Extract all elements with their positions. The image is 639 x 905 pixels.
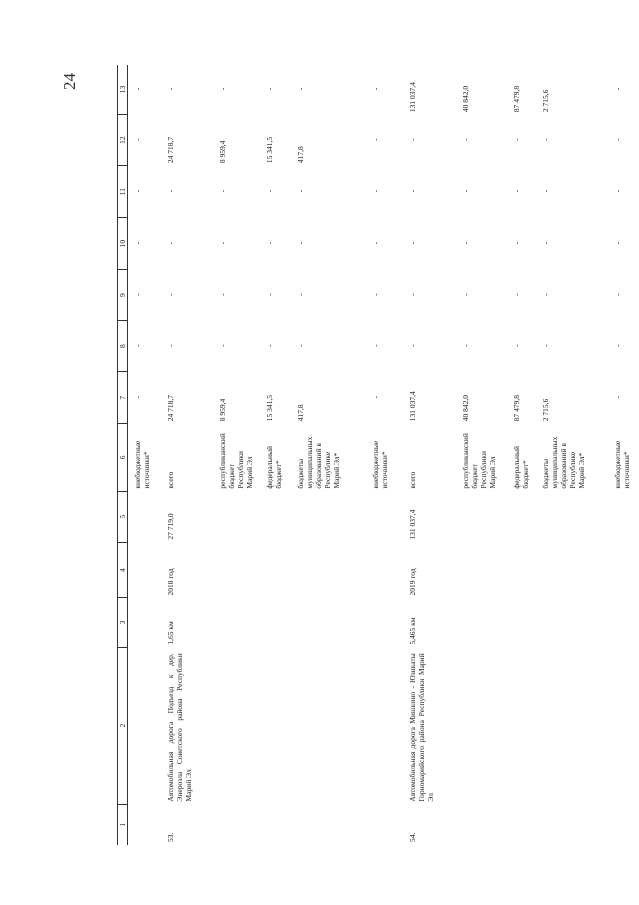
row-8-value-12: -: [461, 138, 470, 141]
row-4-value-10: -: [265, 241, 274, 245]
row-1-col6: внебюджетные источники*: [133, 440, 151, 489]
row-3-value-9: -: [218, 293, 227, 296]
header-cell-5: 5: [118, 492, 127, 543]
row-2-col5: 27 719,0: [166, 513, 175, 540]
row-11-value-8: -: [613, 344, 622, 347]
row-2-value-11: -: [166, 189, 175, 193]
row-1-value-9: -: [133, 293, 142, 296]
row-11-col6: внебюджетные источники*: [613, 440, 631, 489]
row-10-value-11: -: [541, 189, 550, 193]
row-6-value-7: -: [371, 395, 380, 399]
row-5-value-8: -: [296, 344, 305, 347]
row-3-value-12: 8 959,4: [218, 140, 227, 164]
header-cell-6: 6: [118, 424, 127, 491]
row-4-col6: федеральный бюджет*: [265, 445, 283, 489]
row-10-value-12: -: [541, 138, 550, 141]
row-6-value-10: -: [371, 241, 380, 245]
row-9-value-11: -: [512, 189, 521, 193]
row-1-value-11: -: [133, 189, 142, 193]
row-3-value-11: -: [218, 189, 227, 193]
row-7-value-9: -: [408, 293, 417, 296]
row-9-value-7: 87 479,8: [512, 394, 521, 422]
header-cell-2: 2: [118, 648, 127, 805]
row-1-value-10: -: [133, 241, 142, 245]
row-3-value-10: -: [218, 241, 227, 245]
row-2-col1: 53.: [166, 832, 175, 842]
row-7-value-11: -: [408, 189, 417, 193]
funding-table: [117, 65, 631, 845]
row-7-col2: Автомобильная дорога Мишкино - Юзикаты Горномарийского района Республики Марий Эл: [408, 653, 435, 802]
row-3-col6: республиканский бюджет Республики Марий Эл: [218, 433, 254, 489]
row-3-value-7: 8 959,4: [218, 398, 227, 422]
row-11-value-13: -: [613, 87, 622, 91]
row-7-col3: 5,465 км: [408, 617, 417, 645]
row-11-value-7: -: [613, 395, 622, 399]
row-9-value-9: -: [512, 293, 521, 296]
row-6-value-8: -: [371, 344, 380, 347]
row-8-value-8: -: [461, 344, 470, 347]
row-7-value-7: 131 037,4: [408, 391, 417, 422]
row-1-value-8: -: [133, 344, 142, 347]
row-11-value-10: -: [613, 241, 622, 245]
header-cell-7: 7: [118, 372, 127, 424]
row-6-value-13: -: [371, 87, 380, 91]
row-2-value-9: -: [166, 293, 175, 296]
row-7-col1: 54.: [408, 832, 417, 842]
row-4-value-9: -: [265, 293, 274, 296]
row-6-value-12: -: [371, 138, 380, 141]
row-2-col4: 2018 год: [166, 568, 175, 596]
row-9-value-13: 87 479,8: [512, 85, 521, 113]
row-5-value-10: -: [296, 241, 305, 245]
row-11-value-9: -: [613, 293, 622, 296]
row-4-value-11: -: [265, 189, 274, 193]
row-8-value-13: 40 842,0: [461, 85, 470, 113]
row-8-value-9: -: [461, 293, 470, 296]
row-9-value-10: -: [512, 241, 521, 245]
row-10-value-9: -: [541, 293, 550, 296]
row-5-value-9: -: [296, 293, 305, 296]
row-7-col5: 131 037,4: [408, 509, 417, 540]
row-7-value-12: -: [408, 138, 417, 141]
row-9-value-12: -: [512, 138, 521, 141]
row-8-value-11: -: [461, 189, 470, 193]
row-8-value-7: 40 842,0: [461, 394, 470, 422]
row-1-value-7: -: [133, 395, 142, 399]
header-cell-13: 13: [118, 65, 127, 115]
row-5-col6: бюджеты муниципальных образований в Республике Марий Эл*: [296, 436, 341, 489]
header-cell-3: 3: [118, 598, 127, 647]
row-9-col6: федеральный бюджет*: [512, 445, 530, 489]
row-3-value-13: -: [218, 87, 227, 91]
row-8-col6: республиканский бюджет Республики Марий Эл: [461, 433, 497, 489]
row-3-value-8: -: [218, 344, 227, 347]
row-5-value-13: -: [296, 87, 305, 91]
header-cell-9: 9: [118, 270, 127, 321]
header-cell-12: 12: [118, 115, 127, 166]
header-cell-1: 1: [118, 822, 127, 827]
header-cell-11: 11: [118, 166, 127, 218]
table-header: [117, 65, 128, 845]
row-2-value-10: -: [166, 241, 175, 245]
row-4-value-13: -: [265, 87, 274, 91]
row-4-value-12: 15 341,5: [265, 136, 274, 164]
row-9-value-8: -: [512, 344, 521, 347]
row-8-value-10: -: [461, 241, 470, 245]
page-number: 24: [60, 73, 79, 90]
row-1-value-12: -: [133, 138, 142, 141]
row-7-col4: 2019 год: [408, 568, 417, 596]
row-11-value-12: -: [613, 138, 622, 141]
row-2-col3: 1,65 км: [166, 621, 175, 645]
row-2-value-7: 24 718,7: [166, 394, 175, 422]
row-10-value-8: -: [541, 344, 550, 347]
row-10-col6: бюджеты муниципальных образований в Республике Марий Эл*: [541, 436, 586, 489]
row-2-col2: Автомобильная дорога Подъезд к дер. Энерозла Советского района Республики Марий Эл: [166, 653, 193, 802]
header-cell-4: 4: [118, 543, 127, 599]
row-6-col6: внебюджетные источники*: [371, 440, 389, 489]
row-7-value-13: 131 037,4: [408, 82, 417, 113]
row-6-value-11: -: [371, 189, 380, 193]
row-2-value-13: -: [166, 87, 175, 91]
row-10-value-10: -: [541, 241, 550, 245]
row-4-value-7: 15 341,5: [265, 394, 274, 422]
row-5-value-12: 417,8: [296, 146, 305, 164]
row-7-value-8: -: [408, 344, 417, 347]
header-cell-10: 10: [118, 218, 127, 270]
row-11-value-11: -: [613, 189, 622, 193]
row-4-value-8: -: [265, 344, 274, 347]
row-7-value-10: -: [408, 241, 417, 245]
row-10-value-7: 2 715,6: [541, 398, 550, 422]
row-5-value-7: 417,8: [296, 404, 305, 422]
row-7-col6: всего: [408, 471, 417, 489]
row-2-col6: всего: [166, 471, 175, 489]
row-2-value-12: 24 718,7: [166, 136, 175, 164]
header-cell-8: 8: [118, 321, 127, 372]
row-1-value-13: -: [133, 87, 142, 91]
row-6-value-9: -: [371, 293, 380, 296]
row-10-value-13: 2 715,6: [541, 89, 550, 113]
row-2-value-8: -: [166, 344, 175, 347]
row-5-value-11: -: [296, 189, 305, 193]
